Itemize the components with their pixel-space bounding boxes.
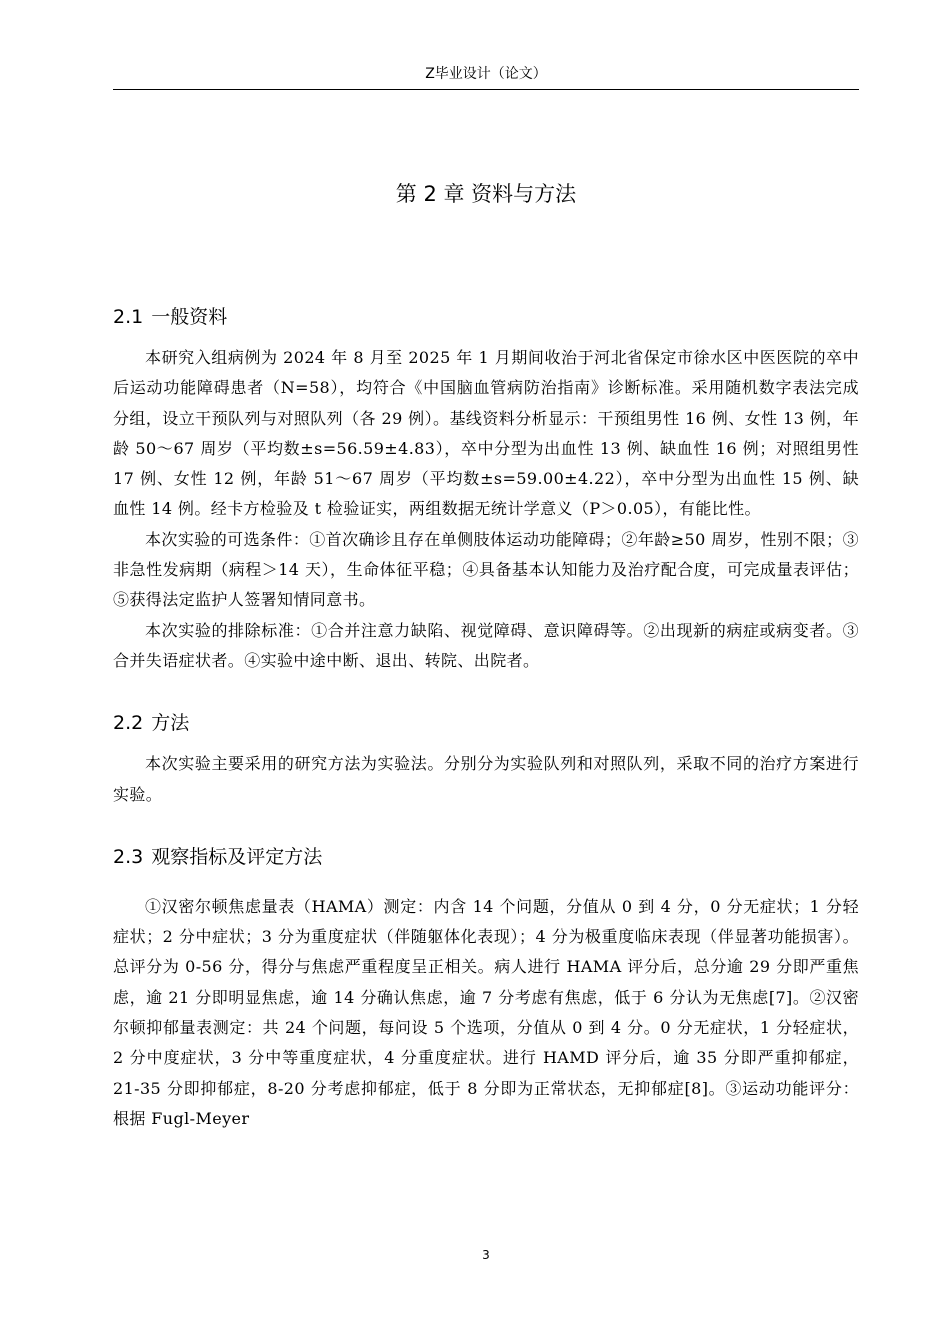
- header-divider: [113, 89, 859, 90]
- page-header: Z毕业设计（论文）: [425, 66, 547, 82]
- chapter-title: 第 2 章 资料与方法: [395, 182, 577, 206]
- paragraph-inclusion-criteria: 本次实验的可选条件：①首次确诊且存在单侧肢体运动功能障碍；②年龄≥50 周岁，性别不限；③非急性发病期（病程＞14 天），生命体征平稳；④具备基本认知能力及治疗配合度，可完成量表评估；⑤获得法定监护人签署知情同意书。: [113, 529, 859, 610]
- section-heading-2-3: [113, 840, 859, 874]
- section-number: 2.2: [113, 712, 144, 735]
- paragraph-general-info: 本研究入组病例为 2024 年 8 月至 2025 年 1 月期间收治于河北省保定市徐水区中医医院的卒中后运动功能障碍患者（N=58），均符合《中国脑血管病防治指南》诊断标准。采用随机数字表法完成分组，设立干预队列与对照队列（各 29 例）。基线资料分析显示：干预组男性 16 例、女性 13 例，年龄 50～67 周岁（平均数±s=56.59±4.83），卒中分型为出血性 13 例、缺血性 16 例；对照组男性 17 例、女性 12 例，年龄 51～67 周岁（平均数±s=59.00±4.22），卒中分型为出血性 15 例、缺血性 14 例。经卡方检验及 t 检验证实，两组数据无统计学意义（P＞0.05），有能比性。: [113, 348, 859, 519]
- section-title: 一般资料: [151, 306, 228, 328]
- section-heading-2-1: [113, 300, 859, 334]
- section-title: 方法: [151, 712, 190, 735]
- paragraph-exclusion-criteria: 本次实验的排除标准：①合并注意力缺陷、视觉障碍、意识障碍等。②出现新的病症或病变者。③合并失语症状者。④实验中途中断、退出、转院、出院者。: [113, 620, 859, 670]
- section-heading-2-2: [113, 706, 859, 740]
- paragraph-methods: 本次实验主要采用的研究方法为实验法。分别分为实验队列和对照队列，采取不同的治疗方案进行实验。: [113, 754, 859, 804]
- page-number: 3: [482, 1248, 490, 1262]
- document-body: [113, 300, 859, 1134]
- section-title: 观察指标及评定方法: [151, 845, 323, 868]
- section-number: 2.3: [113, 845, 144, 868]
- paragraph-observation-indicators: ①汉密尔顿焦虑量表（HAMA）测定：内含 14 个问题，分值从 0 到 4 分，0 分无症状；1 分轻症状；2 分中症状；3 分为重度症状（伴随躯体化表现）；4 分为极重度临床表现（伴显著功能损害）。总评分为 0-56 分，得分与焦虑严重程度呈正相关。病人进行 HAMA 评分后，总分逾 29 分即严重焦虑，逾 21 分即明显焦虑，逾 14 分确认焦虑，逾 7 分考虑有焦虑，低于 6 分认为无焦虑[7]。②汉密尔顿抑郁量表测定：共 24 个问题，每问设 5 个选项，分值从 0 到 4 分。0 分无症状，1 分轻症状，2 分中度症状，3 分中等重度症状，4 分重度症状。进行 HAMD 评分后，逾 35 分即严重抑郁症，21-35 分即抑郁症，8-20 分考虑抑郁症，低于 8 分即为正常状态，无抑郁症[8]。③运动功能评分：根据 Fugl-Meyer: [113, 896, 859, 1128]
- section-number: 2.1: [113, 306, 144, 328]
